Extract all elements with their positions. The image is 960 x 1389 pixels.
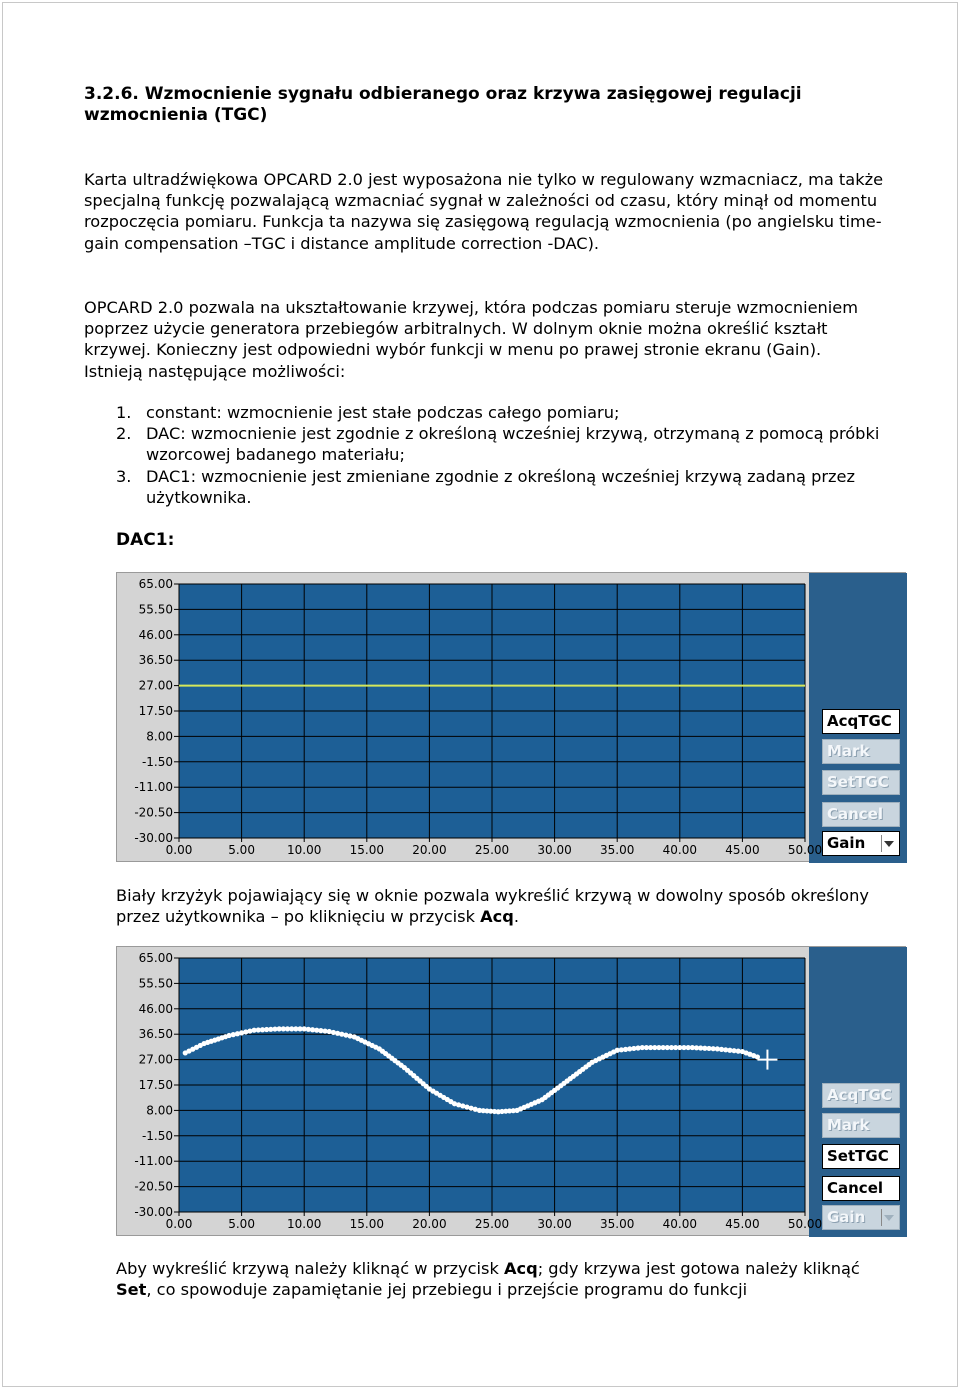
dac1-label: DAC1: (116, 530, 175, 550)
y-tick-label: -1.50 (141, 1128, 173, 1143)
chevron-down-icon[interactable] (881, 1209, 896, 1226)
x-tick-label: 40.00 (662, 1217, 697, 1231)
list-number: 2. (116, 424, 132, 444)
mark-button-label: Mark (827, 742, 870, 760)
paragraph-cross-end: . (513, 907, 520, 927)
x-tick-label: 45.00 (725, 843, 760, 857)
tgc-chart-initial[interactable] (117, 573, 907, 863)
list-item (84, 423, 884, 465)
mark-button[interactable] (822, 739, 900, 764)
acqtgc-button-label: AcqTGC (827, 712, 892, 730)
acqtgc-button[interactable] (822, 1083, 900, 1108)
y-tick-label: 46.00 (138, 1001, 173, 1016)
y-tick-label: 8.00 (146, 1103, 173, 1118)
y-tick-label: -20.50 (134, 805, 173, 820)
paragraph-opcard (84, 297, 884, 382)
y-tick-label: -11.00 (134, 1154, 173, 1169)
y-tick-label: 17.50 (138, 704, 173, 718)
cancel-button[interactable] (822, 1176, 900, 1201)
x-tick-label: 20.00 (412, 1217, 447, 1231)
y-tick-label: 27.00 (138, 678, 173, 693)
gain-dropdown[interactable] (822, 1205, 900, 1230)
y-tick-label: 65.00 (138, 951, 173, 965)
acqtgc-button[interactable] (822, 709, 900, 734)
mark-button-label: Mark (827, 1116, 870, 1134)
y-tick-label: -20.50 (134, 1179, 173, 1194)
x-tick-label: 0.00 (165, 843, 193, 857)
y-tick-label: 36.50 (138, 1027, 173, 1042)
tgc-chart-panel-drawn (116, 946, 906, 1236)
paragraph-instructions-text: Aby wykreślić krzywą należy kliknąć w przycisk (116, 1259, 504, 1278)
x-tick-label: 30.00 (537, 1217, 572, 1231)
paragraph-cross-text: Biały krzyżyk pojawiający się w oknie pozwala wykreślić krzywą w dowolny sposób określony przez użytkownika – po kliknięciu w przycisk (116, 886, 869, 927)
gain-dropdown-label: Gain (827, 834, 866, 852)
y-tick-label: 8.00 (146, 729, 173, 744)
y-tick-label: 17.50 (138, 1078, 173, 1092)
settgc-button-label: SetTGC (827, 1147, 889, 1165)
paragraph-intro: Karta ultradźwiękowa OPCARD 2.0 jest wyposażona nie tylko w regulowany wzmacniacz, ma także specjalną funkcję pozwalającą wzmacniać sygnał w zależności od czasu, który minął od momentu rozpoczęcia pomiaru. Funkcja ta nazywa się zasięgową regulacją wzmocnienia (po angielsku time-gain compensation –TGC i distance amplitude correction -DAC). (84, 170, 884, 253)
x-tick-label: 50.00 (787, 1217, 823, 1231)
acq-bold: Acq (503, 1259, 538, 1278)
acqtgc-button-label: AcqTGC (827, 1086, 892, 1104)
chevron-down-icon[interactable] (881, 835, 896, 852)
x-tick-label: 15.00 (349, 843, 384, 857)
x-tick-label: 35.00 (600, 843, 635, 857)
cancel-button-label: Cancel (827, 1179, 884, 1197)
list-text: DAC: wzmocnienie jest zgodnie z określoną wcześniej krzywą, otrzymaną z pomocą próbki wzorcowej badanego materiału; (146, 424, 880, 465)
x-tick-label: 50.00 (787, 843, 823, 857)
settgc-button[interactable] (822, 770, 900, 795)
acq-bold: Acq (480, 907, 514, 927)
gain-dropdown[interactable] (822, 831, 900, 856)
list-intro: Istnieją następujące możliwości: (84, 361, 346, 381)
y-tick-label: 65.00 (138, 577, 173, 591)
y-tick-label: -1.50 (141, 754, 173, 769)
tgc-chart-panel-initial (116, 572, 906, 862)
cancel-button[interactable] (822, 802, 900, 827)
x-tick-label: 45.00 (725, 1217, 760, 1231)
settgc-button-label: SetTGC (827, 773, 889, 791)
x-tick-label: 0.00 (165, 1217, 193, 1231)
y-tick-label: 55.50 (138, 976, 173, 991)
y-tick-label: 36.50 (138, 653, 173, 668)
x-tick-label: 25.00 (474, 843, 510, 857)
set-bold: Set (116, 1280, 147, 1300)
cancel-button-label: Cancel (827, 805, 884, 823)
y-tick-label: 55.50 (138, 602, 173, 617)
list-number: 1. (116, 403, 132, 422)
x-tick-label: 20.00 (412, 843, 447, 857)
list-item (84, 402, 884, 423)
list-text: DAC1: wzmocnienie jest zmieniane zgodnie z określoną wcześniej krzywą zadaną przez użytkownika. (146, 466, 855, 507)
paragraph-instructions-mid: ; gdy krzywa jest gotowa należy kliknąć (537, 1259, 860, 1278)
paragraph-instructions (116, 1258, 886, 1300)
x-tick-label: 40.00 (662, 843, 697, 857)
paragraph-opcard-text: OPCARD 2.0 pozwala na ukształtowanie krzywej, która podczas pomiaru steruje wzmocnieniem poprzez użycie generatora przebiegów arbitralnych. W dolnym oknie można określić kształt krzywej. Konieczny jest odpowiedni wybór funkcji w menu po prawej stronie ekranu (Gain). (84, 298, 859, 360)
x-tick-label: 5.00 (228, 843, 255, 857)
list-text: constant: wzmocnienie jest stałe podczas całego pomiaru; (146, 403, 620, 422)
mark-button[interactable] (822, 1113, 900, 1138)
settgc-button[interactable] (822, 1144, 900, 1169)
gain-dropdown-label: Gain (827, 1208, 866, 1226)
y-tick-label: -11.00 (134, 780, 173, 795)
x-tick-label: 15.00 (349, 1217, 384, 1231)
list-number: 3. (116, 466, 132, 486)
paragraph-instructions-end: , co spowoduje zapamiętanie jej przebiegu i przejście programu do funkcji (146, 1280, 748, 1300)
list-item (84, 466, 884, 508)
x-tick-label: 30.00 (537, 843, 572, 857)
x-tick-label: 10.00 (287, 843, 322, 857)
y-tick-label: 27.00 (138, 1052, 173, 1067)
x-tick-label: 5.00 (228, 1217, 255, 1231)
x-tick-label: 35.00 (600, 1217, 635, 1231)
tgc-chart-drawn[interactable] (117, 947, 907, 1237)
y-tick-label: -30.00 (134, 1205, 173, 1219)
options-list (84, 402, 884, 508)
y-tick-label: -30.00 (134, 831, 173, 845)
x-tick-label: 25.00 (474, 1217, 510, 1231)
paragraph-cross (116, 885, 876, 927)
y-tick-label: 46.00 (138, 627, 173, 642)
section-heading: 3.2.6. Wzmocnienie sygnału odbieranego oraz krzywa zasięgowej regulacji wzmocnienia (TGC) (84, 84, 802, 125)
x-tick-label: 10.00 (287, 1217, 322, 1231)
